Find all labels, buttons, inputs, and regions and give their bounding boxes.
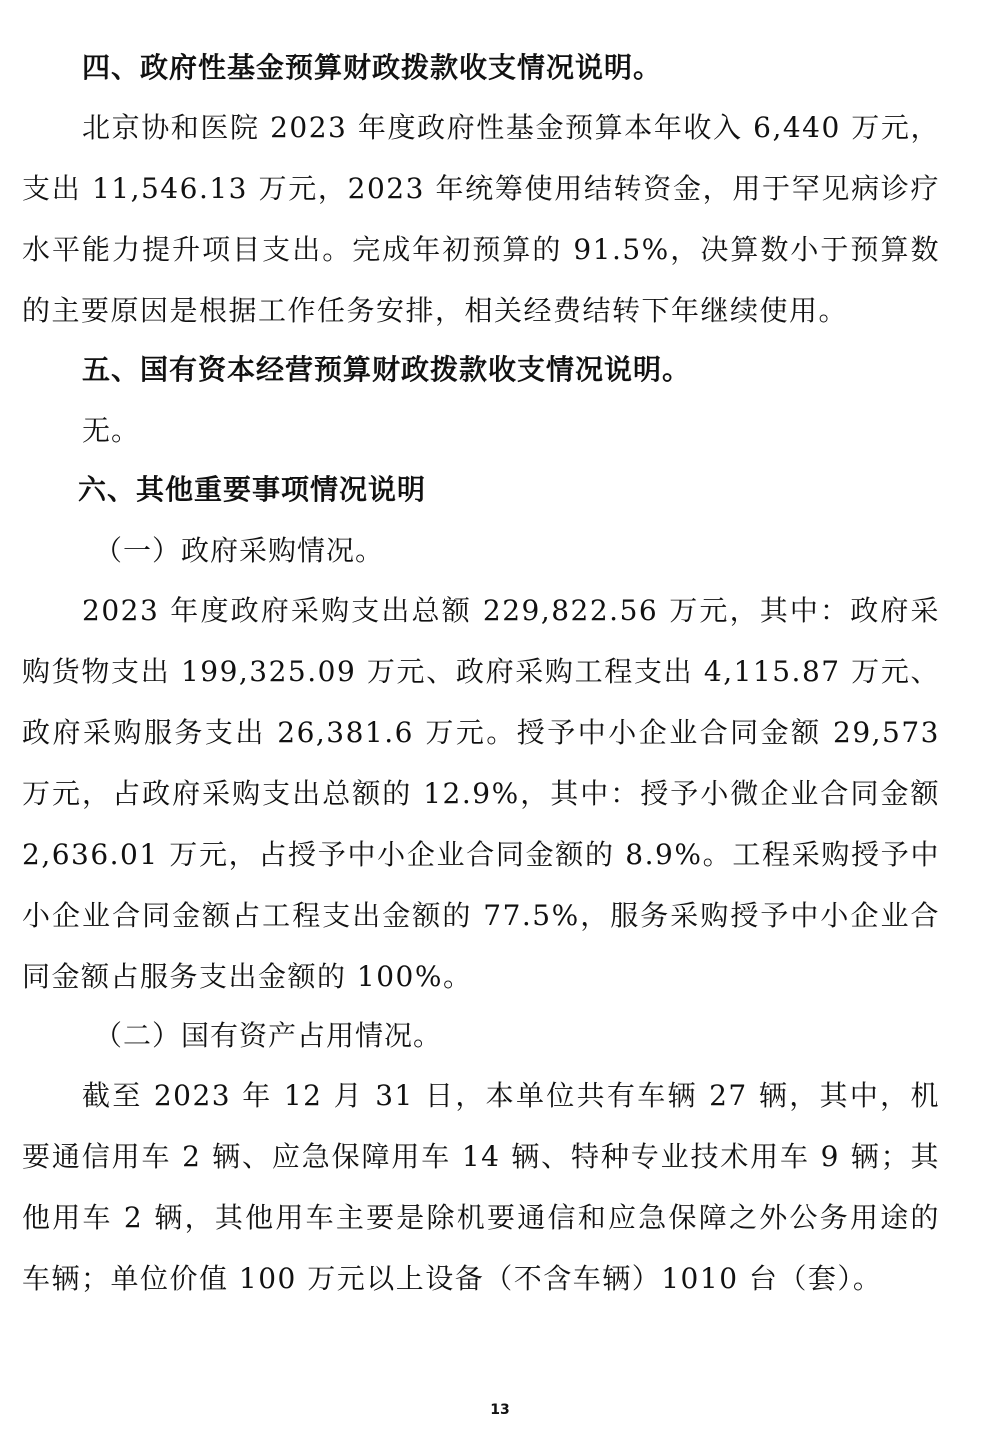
section-6-1-heading: （一）政府采购情况。 [94,534,385,567]
section-6-2-body: 截至 2023 年 12 月 31 日，本单位共有车辆 27 辆，其中，机要通信用车 2 辆、应急保障用车 14 辆、特种专业技术用车 9 辆；其他用车 2 辆，其他用车主要是除机要通信和应急保障之外公务用途的车辆；单位价值 100 万元以上设备（不含车辆）1010 台（套）。 [22,1079,940,1295]
section-6-2-heading: （二）国有资产占用情况。 [94,1019,443,1052]
section-6-1-body: 2023 年度政府采购支出总额 229,822.56 万元，其中：政府采购货物支出 199,325.09 万元、政府采购工程支出 4,115.87 万元、政府采购服务支出 26,381.6 万元。授予中小企业合同金额 29,573 万元，占政府采购支出总额的 12.9%，其中：授予小微企业合同金额 2,636.01 万元，占授予中小企业合同金额的 8.9%。工程采购授予中小企业合同金额占工程支出金额的 77.5%，服务采购授予中小企业合同金额占服务支出金额的 100%。 [22,594,940,993]
page-number: 13 [490,1402,510,1418]
section-5-heading: 五、国有资本经营预算财政拨款收支情况说明。 [82,353,692,386]
section-5-body: 无。 [82,414,141,447]
section-4-heading: 四、政府性基金预算财政拨款收支情况说明。 [82,51,663,84]
section-6-heading: 六、其他重要事项情况说明 [78,473,427,506]
section-4-body: 北京协和医院 2023 年度政府性基金预算本年收入 6,440 万元，支出 11,546.13 万元，2023 年统筹使用结转资金，用于罕见病诊疗水平能力提升项目支出。完成年初预算的 91.5%，决算数小于预算数的主要原因是根据工作任务安排，相关经费结转下年继续使用。 [22,111,940,327]
